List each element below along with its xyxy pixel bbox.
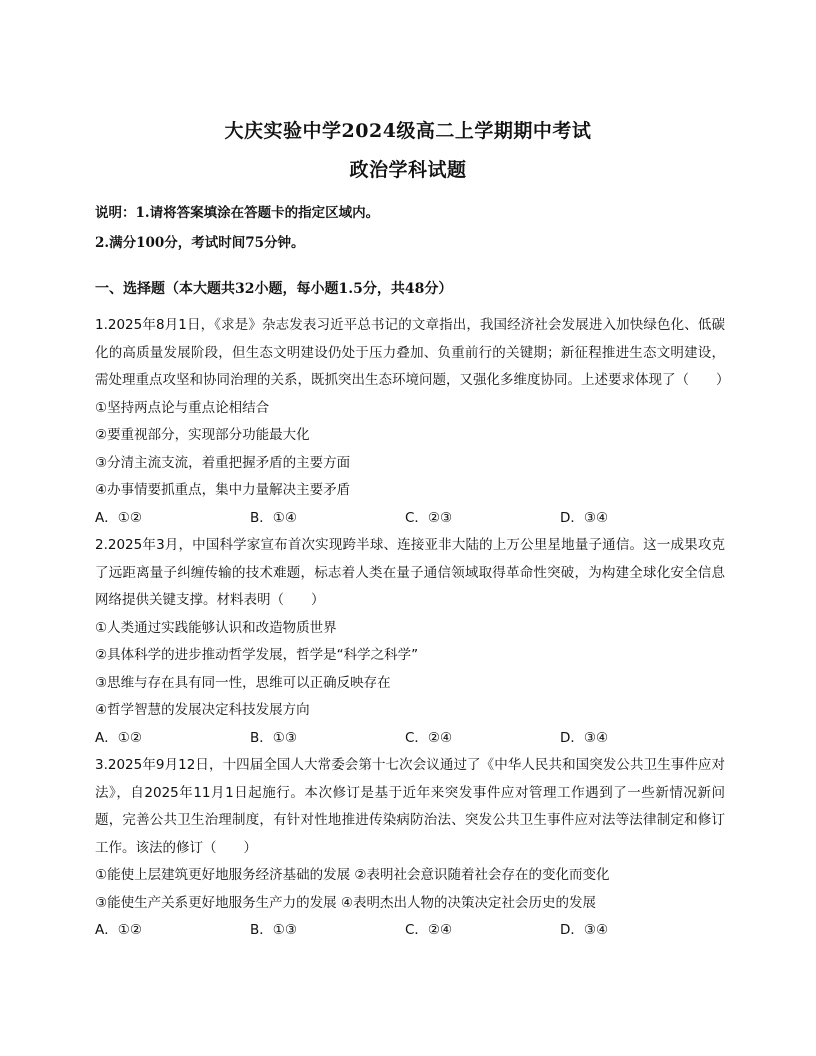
- statement-item: ①能使上层建筑更好地服务经济基础的发展 ②表明社会意识随着社会存在的变化而变化: [95, 867, 610, 883]
- question-stem: 2.2025年3月，中国科学家宣布首次实现跨半球、连接亚非大陆的上万公里星地量子通信。这一成果攻克了远距离量子纠缠传输的技术难题，标志着人类在量子通信领域取得革命性突破，为构建全球化安全信息网络提供关键支撑。材料表明（ ）: [95, 537, 725, 608]
- statement-item: ②要重视部分，实现部分功能最大化: [95, 427, 310, 443]
- question-2: [95, 532, 725, 752]
- question-1: [95, 312, 730, 532]
- question-stem: 3.2025年9月12日，十四届全国人大常委会第十七次会议通过了《中华人民共和国突发公共卫生事件应对法》，自2025年11月1日起施行。本次修订是基于近年来突发事件应对管理工作遇到了一些新情况新问题，完善公共卫生治理制度，有针对性地推进传染病防治法、突发公共卫生事件应对法等法律制定和修订工作。该法的修订（ ）: [95, 757, 725, 856]
- statement-item: ③能使生产关系更好地服务生产力的发展 ④表明杰出人物的决策决定社会历史的发展: [95, 894, 596, 911]
- section-heading: 一、选择题（本大题共32小题，每小题1.5分，共48分）: [95, 281, 453, 297]
- choice-d: D．③④: [560, 922, 609, 938]
- answer-choices: [95, 917, 725, 945]
- instruction-line-1: 说明：1.请将答案填涂在答题卡的指定区域内。: [95, 205, 380, 221]
- statement-item: ③思维与存在具有同一性，思维可以正确反映存在: [95, 674, 391, 691]
- choice-a: A．①②: [95, 509, 142, 526]
- exam-subtitle: 政治学科试题: [349, 159, 467, 181]
- choice-c: C．②③: [405, 509, 453, 526]
- answer-choices: [95, 725, 725, 753]
- question-stem: 1.2025年8月1日，《求是》杂志发表习近平总书记的文章指出，我国经济社会发展进入加快绿色化、低碳化的高质量发展阶段，但生态文明建设仍处于压力叠加、负重前行的关键期；新征程推进生态文明建设，需处理重点攻坚和协同治理的关系，既抓突出生态环境问题，又强化多维度协同。上述要求体现了（ ）: [95, 317, 730, 388]
- choice-b: B．①④: [250, 509, 297, 526]
- choice-b: B．①③: [250, 922, 297, 938]
- question-3: [95, 752, 725, 945]
- choice-d: D．③④: [560, 509, 609, 526]
- question-list: [95, 312, 730, 945]
- choice-d: D．③④: [560, 729, 609, 746]
- statement-item: ③分清主流支流，着重把握矛盾的主要方面: [95, 454, 351, 471]
- statement-item: ①人类通过实践能够认识和改造物质世界: [95, 619, 337, 636]
- instruction-line-2: 2.满分100分，考试时间75分钟。: [95, 235, 305, 251]
- statement-item: ④哲学智慧的发展决定科技发展方向: [95, 702, 310, 718]
- answer-choices: [95, 505, 725, 533]
- statement-item: ②具体科学的进步推动哲学发展，哲学是“科学之科学”: [95, 647, 419, 663]
- exam-title: 大庆实验中学2024级高二上学期期中考试: [224, 120, 592, 142]
- choice-c: C．②④: [405, 922, 453, 938]
- choice-a: A．①②: [95, 729, 142, 746]
- choice-b: B．①③: [250, 729, 297, 746]
- choice-a: A．①②: [95, 922, 142, 938]
- choice-c: C．②④: [405, 729, 453, 746]
- statement-item: ④办事情要抓重点，集中力量解决主要矛盾: [95, 482, 351, 498]
- statement-item: ①坚持两点论与重点论相结合: [95, 399, 270, 416]
